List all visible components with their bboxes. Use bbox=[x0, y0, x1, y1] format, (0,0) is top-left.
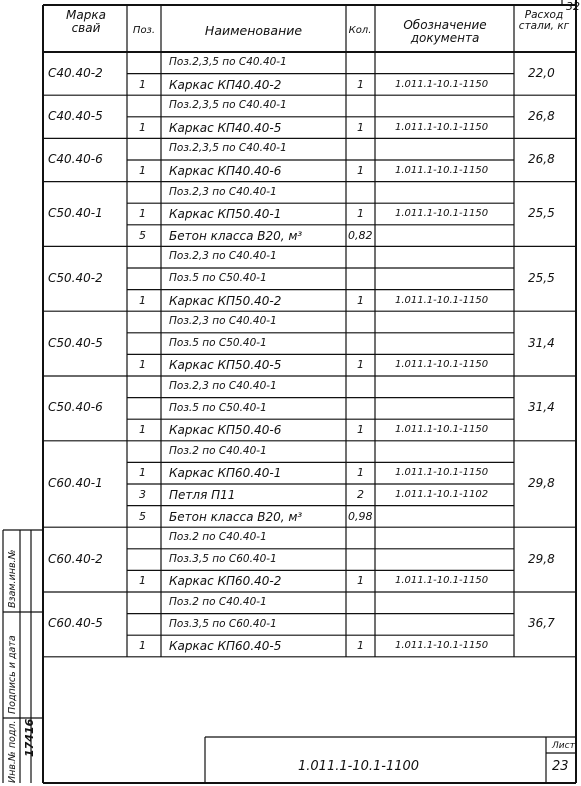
row-name: Бетон класса В20, м³ bbox=[169, 228, 303, 243]
group-marka: С60.40-5 bbox=[48, 616, 103, 631]
row-qty: 1 bbox=[357, 164, 364, 177]
row-doc: 1.011.1-10.1-1150 bbox=[395, 294, 489, 306]
row-doc: 1.011.1-10.1-1102 bbox=[395, 489, 489, 500]
row-name: Каркас КП60.40-2 bbox=[169, 574, 282, 589]
row-doc: 1.011.1-10.1-1150 bbox=[395, 359, 489, 371]
group-marka: С50.40-6 bbox=[48, 400, 103, 415]
group-steel: 26,8 bbox=[528, 152, 555, 166]
row-name: Бетон класса В20, м³ bbox=[169, 509, 303, 524]
page-number: 32 bbox=[566, 0, 580, 13]
row-name: Поз.2,3 по С40.40-1 bbox=[169, 380, 277, 392]
group-steel: 29,8 bbox=[528, 551, 555, 566]
row-doc: 1.011.1-10.1-1150 bbox=[395, 640, 489, 652]
header-pos: Поз. bbox=[132, 25, 156, 36]
group-marka: С50.40-1 bbox=[48, 206, 103, 220]
row-name: Поз.2,3,5 по С40.40-1 bbox=[169, 99, 287, 112]
row-name: Петля П11 bbox=[169, 488, 236, 502]
row-qty: 1 bbox=[357, 639, 364, 653]
row-doc: 1.011.1-10.1-1150 bbox=[395, 424, 489, 436]
row-pos: 1 bbox=[139, 358, 146, 372]
side-label-inv-podl: Инв.№ подл. bbox=[7, 720, 18, 783]
row-name: Поз.2,3 по С40.40-1 bbox=[169, 250, 277, 263]
row-name: Поз.5 по С50.40-1 bbox=[169, 272, 267, 284]
group-steel: 31,4 bbox=[528, 400, 555, 415]
row-name: Поз.2 по С40.40-1 bbox=[169, 531, 267, 544]
row-pos: 3 bbox=[139, 488, 146, 501]
row-name: Каркас КП50.40-6 bbox=[169, 423, 282, 438]
row-qty: 1 bbox=[357, 207, 364, 221]
header-name: Наименование bbox=[204, 23, 303, 38]
row-name: Поз.3,5 по С60.40-1 bbox=[169, 617, 277, 630]
group-marka: С40.40-5 bbox=[48, 108, 103, 123]
row-name: Каркас КП60.40-1 bbox=[169, 466, 282, 481]
side-label-vzam: Взам.инв.№ bbox=[7, 549, 18, 608]
row-doc: 1.011.1-10.1-1150 bbox=[395, 121, 489, 133]
row-qty: 0,98 bbox=[348, 509, 373, 523]
header-doc: Обозначение документа bbox=[403, 18, 487, 45]
side-label-podpis: Подпись и дата bbox=[7, 635, 18, 714]
group-steel: 22,0 bbox=[528, 65, 555, 80]
row-doc: 1.011.1-10.1-1150 bbox=[395, 165, 489, 176]
row-doc: 1.011.1-10.1-1150 bbox=[395, 575, 489, 587]
row-pos: 1 bbox=[139, 639, 146, 653]
group-steel: 36,7 bbox=[528, 616, 555, 631]
row-pos: 1 bbox=[139, 77, 146, 91]
group-marka: С50.40-2 bbox=[48, 270, 103, 285]
row-name: Каркас КП40.40-5 bbox=[169, 120, 282, 135]
row-doc: 1.011.1-10.1-1150 bbox=[395, 78, 489, 90]
row-pos: 1 bbox=[139, 207, 146, 221]
row-pos: 1 bbox=[139, 574, 146, 588]
row-doc: 1.011.1-10.1-1150 bbox=[395, 208, 489, 220]
group-steel: 25,5 bbox=[528, 270, 555, 285]
group-marka: С50.40-5 bbox=[48, 335, 103, 350]
row-name: Каркас КП50.40-1 bbox=[169, 207, 282, 222]
row-name: Поз.2 по С40.40-1 bbox=[169, 444, 267, 457]
row-doc: 1.011.1-10.1-1150 bbox=[395, 467, 489, 479]
row-qty: 2 bbox=[357, 488, 364, 501]
row-name: Каркас КП50.40-5 bbox=[169, 358, 282, 373]
row-pos: 5 bbox=[139, 228, 146, 242]
group-marka: С40.40-2 bbox=[48, 65, 103, 80]
row-pos: 1 bbox=[139, 466, 146, 480]
row-qty: 1 bbox=[357, 77, 364, 91]
row-name: Поз.2,3 по С40.40-1 bbox=[169, 315, 277, 328]
row-name: Каркас КП60.40-5 bbox=[169, 639, 282, 654]
header-marka: Марка свай bbox=[66, 8, 106, 35]
row-name: Поз.5 по С50.40-1 bbox=[169, 401, 267, 414]
row-name: Поз.2 по С40.40-1 bbox=[169, 596, 267, 608]
row-name: Каркас КП50.40-2 bbox=[169, 293, 282, 308]
row-qty: 1 bbox=[357, 466, 364, 480]
row-name: Поз.2,3 по С40.40-1 bbox=[169, 185, 277, 198]
group-marka: С40.40-6 bbox=[48, 152, 103, 166]
group-steel: 25,5 bbox=[528, 206, 555, 220]
header-qty: Кол. bbox=[348, 25, 372, 36]
row-qty: 1 bbox=[357, 423, 364, 437]
row-qty: 0,82 bbox=[348, 228, 373, 242]
row-name: Поз.2,3,5 по С40.40-1 bbox=[169, 142, 287, 155]
row-pos: 1 bbox=[139, 293, 146, 307]
row-qty: 1 bbox=[357, 358, 364, 372]
footer-designation: 1.011.1-10.1-1100 bbox=[298, 759, 420, 774]
footer-sheet-number: 23 bbox=[552, 759, 569, 774]
row-qty: 1 bbox=[357, 574, 364, 588]
group-steel: 29,8 bbox=[528, 476, 555, 490]
row-qty: 1 bbox=[357, 120, 364, 134]
row-name: Поз.2,3,5 по С40.40-1 bbox=[169, 56, 287, 68]
group-steel: 26,8 bbox=[528, 108, 555, 123]
row-qty: 1 bbox=[357, 293, 364, 307]
row-pos: 1 bbox=[139, 120, 146, 134]
row-name: Каркас КП40.40-2 bbox=[169, 77, 282, 92]
row-pos: 5 bbox=[139, 509, 146, 523]
side-inv-number: 17416 bbox=[23, 718, 36, 757]
row-name: Поз.3,5 по С60.40-1 bbox=[169, 552, 277, 565]
row-pos: 1 bbox=[139, 423, 146, 437]
footer-sheet-label: Лист bbox=[552, 741, 575, 751]
group-marka: С60.40-1 bbox=[48, 476, 103, 490]
row-name: Каркас КП40.40-6 bbox=[169, 164, 282, 178]
group-steel: 31,4 bbox=[528, 335, 555, 350]
row-name: Поз.5 по С50.40-1 bbox=[169, 336, 267, 349]
row-pos: 1 bbox=[139, 164, 146, 177]
group-marka: С60.40-2 bbox=[48, 551, 103, 566]
header-steel: Расход стали, кг bbox=[518, 9, 570, 33]
